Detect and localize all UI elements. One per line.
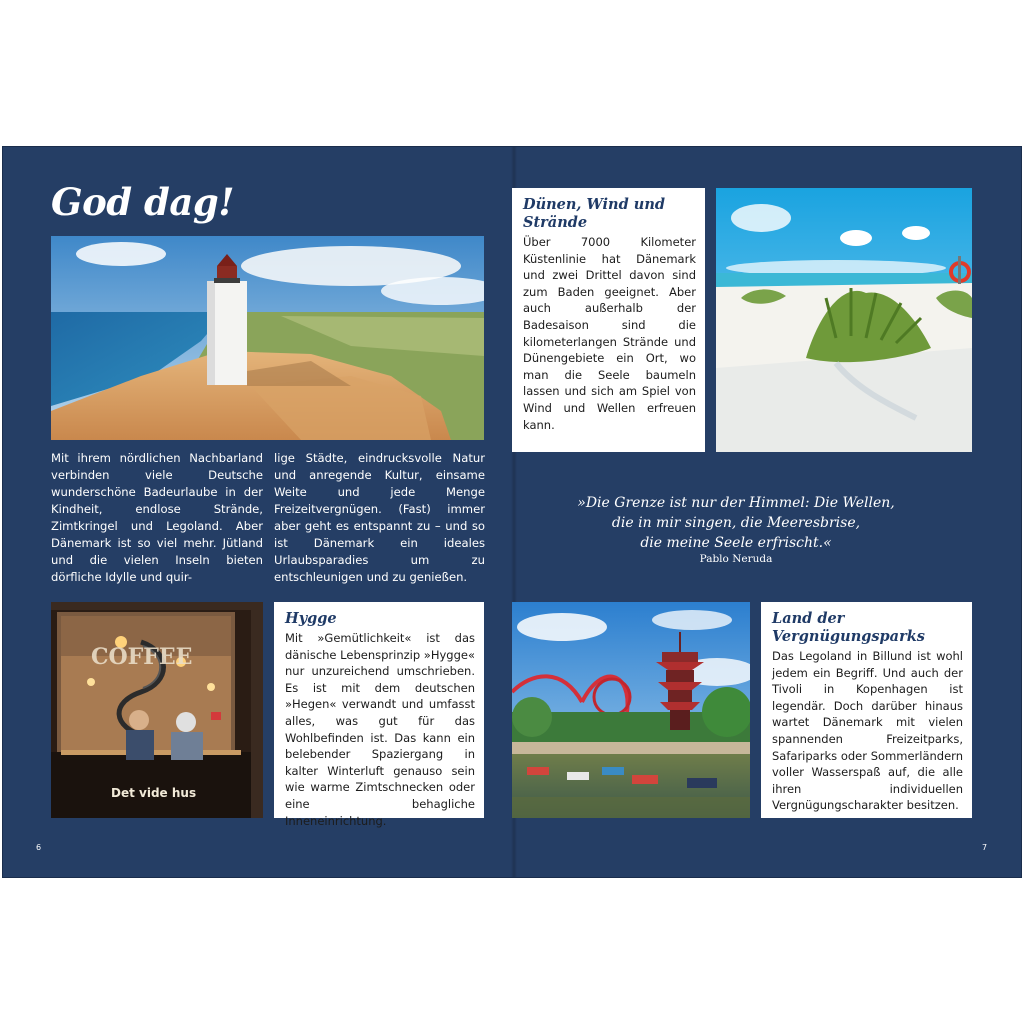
cafe-window-lettering: Det vide hus <box>111 786 197 800</box>
page-number-right: 7 <box>982 843 988 852</box>
intro-text-column-1: Mit ihrem nördlichen Nachbarland verbinden viele Deutsche wunderschöne Badeurlaube in der Kindheit, endlose Strände, Zimtkringel und Legoland. Aber Dänemark ist so viel mehr. Jütland und die vielen Inseln bieten dörfliche Idylle und quir- <box>51 451 263 584</box>
hygge-heading: Hygge <box>285 610 337 627</box>
quote-line-3: die meine Seele erfrischt.« <box>640 535 832 551</box>
parks-box <box>761 602 972 818</box>
hygge-box <box>274 602 484 828</box>
cafe-sign: COFFEE <box>91 644 193 670</box>
beach-dunes-photo <box>716 188 972 452</box>
parks-heading: Land der Vergnügungsparks <box>772 610 925 645</box>
intro-text-column-2: lige Städte, eindrucksvolle Natur und anregende Kultur, einsame Weite und jede Menge Freizeitvergnügen. (Fast) immer aber geht es entspannt zu – und so ist Dänemark ein ideales Urlaubsparadies um zu entschleunigen und zu genießen. <box>274 451 485 584</box>
cafe-photo <box>51 602 263 818</box>
quote-author: Pablo Neruda <box>699 553 773 565</box>
page-title: God dag! <box>51 180 234 224</box>
parks-text: Das Legoland in Billund ist wohl jedem ein Begriff. Und auch der Tivoli in Kopenhagen ist legendär. Doch darüber hinaus wartet Dänemark mit vielen spannenden Freizeitparks, Safariparks oder Sommerländern voller Wasserspaß auf, die alle ihren individuellen Vergnügungscharakter besitzen. <box>772 649 963 813</box>
dunes-heading: Dünen, Wind und Strände <box>523 196 666 231</box>
lighthouse-photo <box>51 236 484 440</box>
hygge-text: Mit »Gemütlichkeit« ist das dänische Lebensprinzip »Hygge« nur unzureichend umschrieben. Es ist mit dem deutschen »Hegen« verwandt und umfasst alles, was gut für das Wohlbefinden ist. Das kann ein belebender Spaziergang in kalter Winterluft genauso sein wie warme Zimtschnecken oder eine behagliche Inneneinrichtung. <box>285 631 475 828</box>
page-number-left: 6 <box>36 843 42 852</box>
dunes-box <box>512 188 705 452</box>
dunes-text: Über 7000 Kilometer Küstenlinie hat Dänemark und zwei Drittel davon sind zum Baden geeignet. Aber auch außerhalb der Badesaison sind die kilometerlangen Strände und Dünengebiete ein Ort, wo man die Seele baumeln lassen und sich am Spiel von Wind und Wellen erfreuen kann. <box>523 235 696 432</box>
quote-line-1: »Die Grenze ist nur der Himmel: Die Wellen, <box>577 495 895 511</box>
tivoli-photo <box>512 602 750 818</box>
quote-text <box>530 493 942 553</box>
quote-line-2: die in mir singen, die Meeresbrise, <box>611 515 861 531</box>
